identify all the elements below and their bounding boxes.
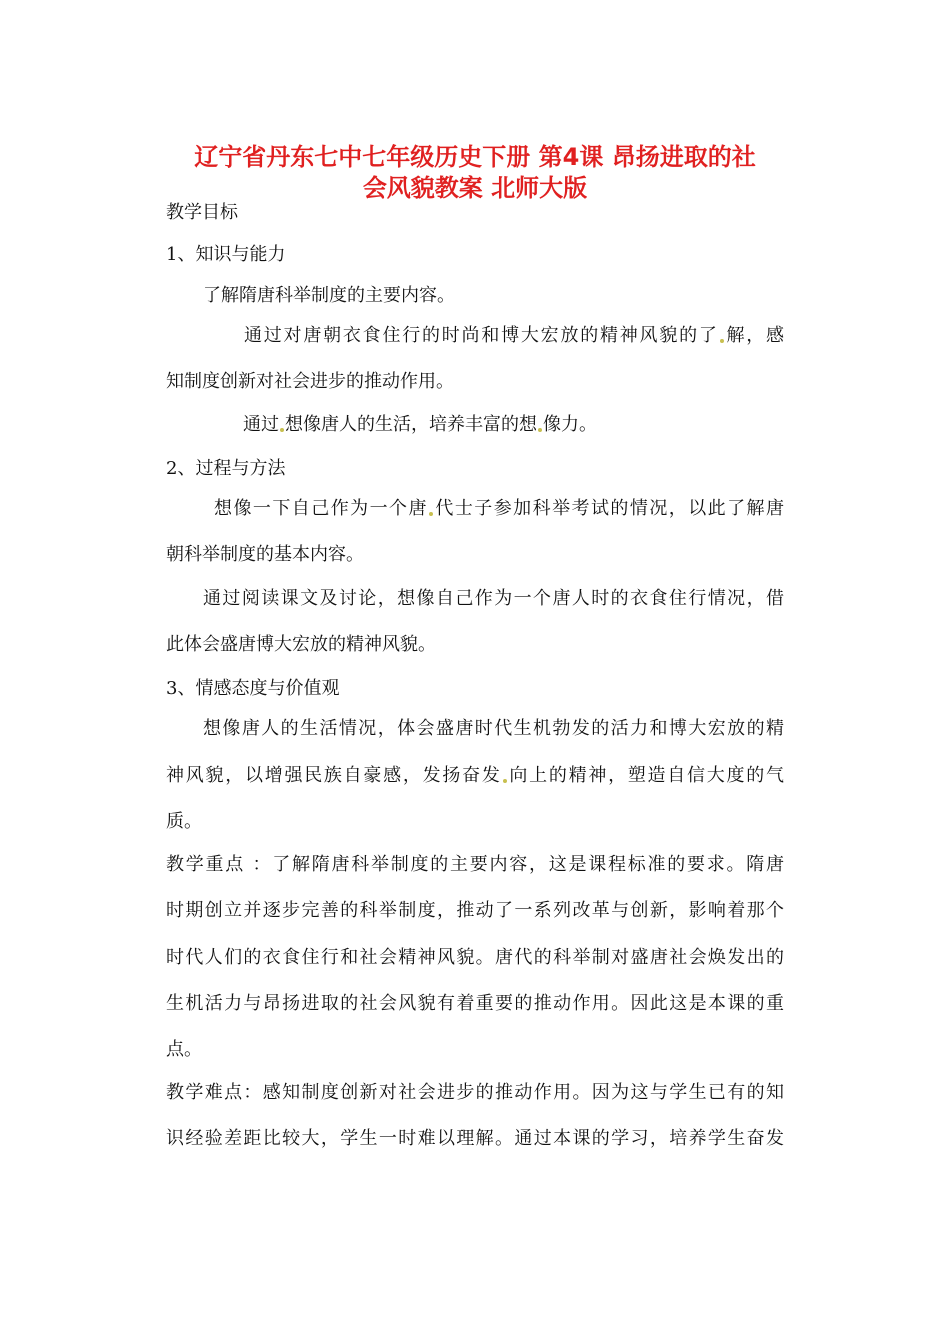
paragraph-values-line-1: 想像唐人的生活情况，体会盛唐时代生机勃发的活力和博大宏放的精 — [203, 718, 784, 739]
paragraph-difficulty-line-1: 教学难点：感知制度创新对社会进步的推动作用。因为这与学生已有的知 — [166, 1082, 784, 1103]
paragraph-key-point-line-1: 教学重点 ：了解隋唐科举制度的主要内容，这是课程标准的要求。隋唐 — [166, 854, 784, 875]
heading-teaching-goals: 教学目标 — [166, 202, 238, 223]
marker-dot — [720, 339, 724, 343]
marker-dot — [429, 512, 433, 516]
text-run: 想像一下自己作为一个唐 — [214, 498, 428, 519]
paragraph-goal-1: 了解隋唐科举制度的主要内容。 — [203, 285, 455, 306]
text-run: 通过 — [243, 414, 279, 435]
paragraph-method-1-line-1 — [214, 497, 784, 521]
document-title — [160, 142, 790, 204]
paragraph-values-line-2 — [166, 764, 784, 788]
text-run: 代士子参加科举考试的情况，以此了解唐 — [433, 498, 785, 519]
paragraph-method-2-line-2: 此体会盛唐博大宏放的精神风貌。 — [166, 634, 436, 655]
paragraph-key-point-line-5: 点。 — [166, 1039, 202, 1060]
heading-emotion-values: 3、情感态度与价值观 — [166, 678, 340, 699]
paragraph-goal-2-line-1 — [244, 324, 784, 348]
paragraph-goal-2-line-2: 知制度创新对社会进步的推动作用。 — [166, 371, 454, 392]
paragraph-difficulty-line-2: 识经验差距比较大，学生一时难以理解。通过本课的学习，培养学生奋发 — [166, 1128, 784, 1149]
text-run: 神风貌，以增强民族自豪感，发扬奋发 — [166, 765, 502, 786]
text-run: 解，感 — [724, 325, 785, 346]
heading-knowledge-ability: 1、知识与能力 — [166, 244, 286, 265]
title-line-1: 辽宁省丹东七中七年级历史下册 第4课 昂扬进取的社 — [194, 143, 756, 171]
paragraph-goal-3 — [243, 413, 597, 437]
paragraph-method-1-line-2: 朝科举制度的基本内容。 — [166, 544, 364, 565]
text-run: 想像唐人的生活，培养丰富的想 — [285, 414, 537, 435]
marker-dot — [538, 428, 542, 432]
text-run: 像力。 — [543, 414, 597, 435]
paragraph-method-2-line-1: 通过阅读课文及讨论，想像自己作为一个唐人时的衣食住行情况，借 — [203, 588, 784, 609]
marker-dot — [503, 779, 507, 783]
title-line-2: 会风貌教案 北师大版 — [362, 174, 588, 202]
heading-process-method: 2、过程与方法 — [166, 458, 286, 479]
text-run: 向上的精神，塑造自信大度的气 — [507, 765, 785, 786]
marker-dot — [280, 428, 284, 432]
paragraph-key-point-line-2: 时期创立并逐步完善的科举制度，推动了一系列改革与创新，影响着那个 — [166, 900, 784, 921]
paragraph-values-line-3: 质。 — [166, 811, 202, 832]
paragraph-key-point-line-4: 生机活力与昂扬进取的社会风貌有着重要的推动作用。因此这是本课的重 — [166, 993, 784, 1014]
paragraph-key-point-line-3: 时代人们的衣食住行和社会精神风貌。唐代的科举制对盛唐社会焕发出的 — [166, 947, 784, 968]
text-run: 通过对唐朝衣食住行的时尚和博大宏放的精神风貌的了 — [244, 325, 719, 346]
